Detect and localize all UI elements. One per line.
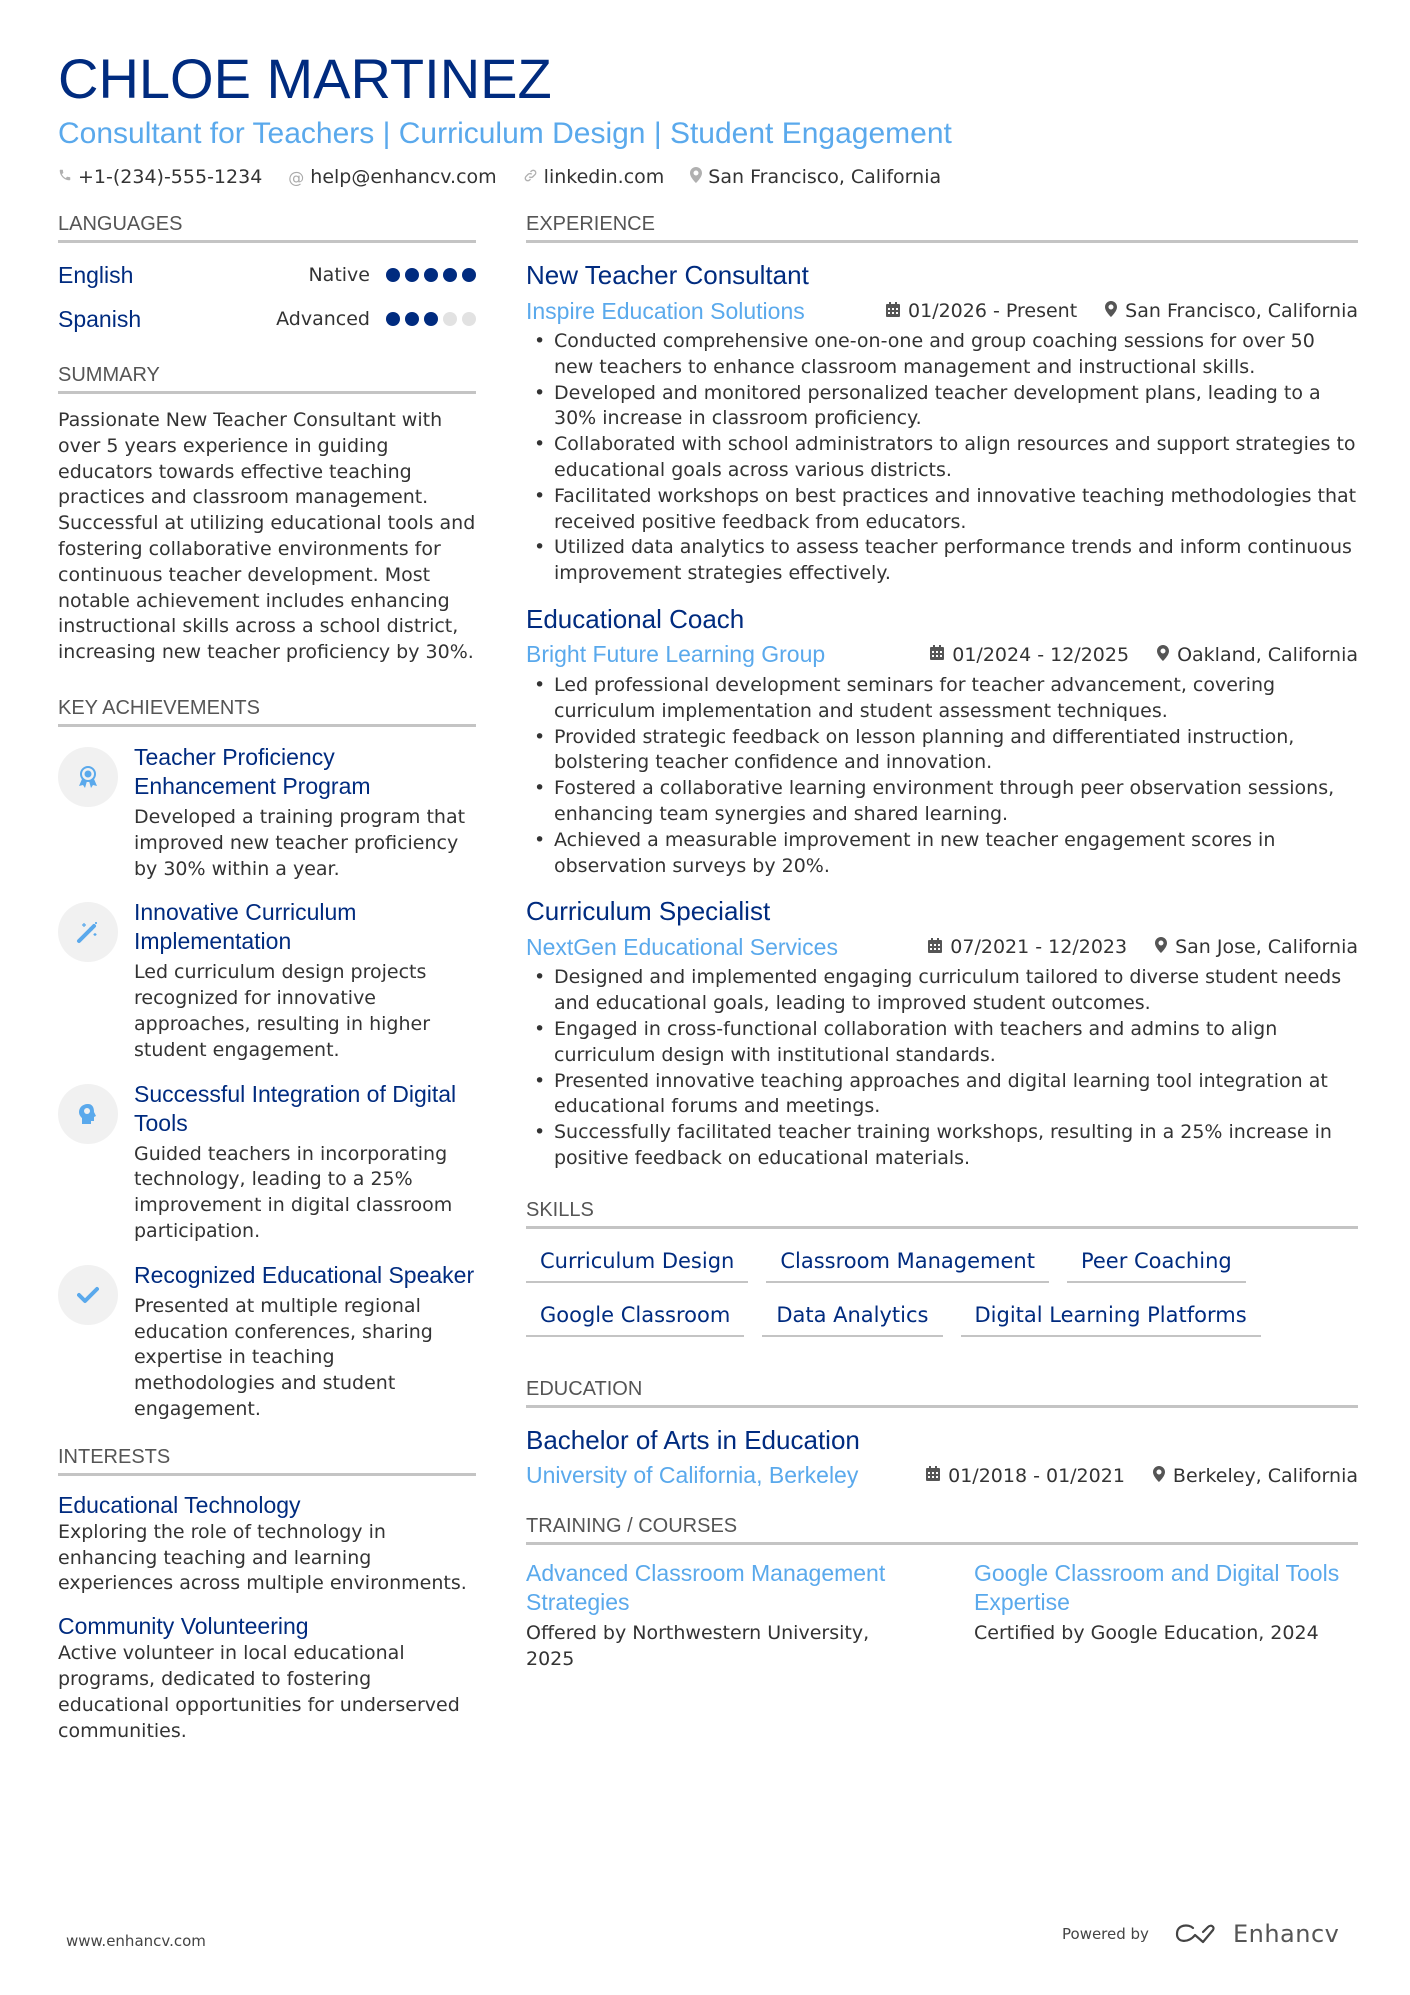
bullet-item: • Provided strategic feedback on lesson planning and differentiated instruction, bolstering teacher confidence and innovation. [526,725,1358,777]
location-pin-icon [1153,1466,1165,1486]
dot-empty [462,312,476,326]
summary-text: Passionate New Teacher Consultant with over 5 years experience in guiding educators towards effective teaching practices and classroom management. Successful at utilizing educational tools and fostering collaborative environments for continuous teacher development. Most notable achievement includes enhancing instructional skills across a school district, increasing new teacher proficiency by 30%. [58,409,476,664]
skill-tag: Classroom Management [766,1243,1049,1283]
bullet-item: • Utilized data analytics to assess teacher performance trends and inform continuous improvement strategies effectively. [526,535,1358,587]
calendar-icon [930,645,944,664]
location-pin-icon [690,167,702,187]
dot-filled [424,312,438,326]
interest-title: Community Volunteering [58,1613,309,1640]
dot-filled [443,268,457,282]
company-name: Bright Future Learning Group [526,641,826,668]
course-item [526,1559,910,1673]
location-pin-icon [1155,937,1167,957]
bullet-item: • Collaborated with school administrators to align resources and support strategies to educational goals across various districts. [526,432,1358,484]
job-dates [930,644,1129,666]
skill-tag: Data Analytics [762,1297,942,1337]
course-desc: Certified by Google Education, 2024 [974,1621,1319,1644]
footer-branding [1062,1920,1339,1948]
skills-section [526,1198,1358,1337]
candidate-title: Consultant for Teachers | Curriculum Design | Student Engagement [58,117,952,150]
bullet-item: • Designed and implemented engaging curriculum tailored to diverse student needs and educational goals, leading to improved student outcomes. [526,965,1358,1017]
phone-text: +1-(234)-555-1234 [78,166,263,188]
achievement-item [58,1261,476,1423]
dates-text: 07/2021 - 12/2023 [950,936,1128,959]
interest-title: Educational Technology [58,1491,301,1518]
bullet-item: • Facilitated workshops on best practices and innovative teaching methodologies that received positive feedback from educators. [526,484,1358,536]
interest-desc: Exploring the role of technology in enhancing teaching and learning experiences across multiple environments. [58,1520,467,1595]
job-location [1105,300,1358,322]
course-title: Google Classroom and Digital Tools Expertise [974,1559,1340,1615]
bullet-item: • Engaged in cross-functional collaboration with teachers and admins to align curriculum design with institutional standards. [526,1017,1358,1069]
school-name: University of California, Berkeley [526,1462,859,1489]
achievement-desc: Led curriculum design projects recognized for innovative approaches, resulting in higher student engagement. [134,961,431,1061]
training-heading: TRAINING / COURSES [526,1514,1358,1545]
training-section [526,1514,1358,1673]
experience-section [526,212,1358,1172]
skill-tag: Digital Learning Platforms [961,1297,1261,1337]
language-item [58,297,476,341]
achievement-desc: Presented at multiple regional education conferences, sharing expertise in teaching methodologies and student engagement. [134,1294,433,1420]
calendar-icon [886,302,900,321]
contact-linkedin[interactable] [523,166,665,188]
job-bullets [526,329,1358,587]
job-meta [526,293,1358,329]
course-item [974,1559,1358,1673]
resume-header [58,44,1358,188]
job-title: New Teacher Consultant [526,260,809,290]
courses-list [526,1559,1358,1673]
at-icon: @ [288,167,305,187]
job-meta [526,929,1358,965]
achievement-title: Recognized Educational Speaker [134,1261,475,1288]
job-dates [928,936,1127,958]
bullet-item: • Conducted comprehensive one-on-one and group coaching sessions for over 50 new teachers to enhance classroom management and instructional skills. [526,329,1358,381]
dates-text: 01/2018 - 01/2021 [948,1464,1125,1487]
location-pin-icon [1105,301,1117,321]
interest-desc: Active volunteer in local educational programs, dedicated to fostering educational opportunities for underserved communities. [58,1642,460,1742]
education-dates [926,1465,1125,1487]
location-text: San Francisco, California [708,166,942,188]
achievement-desc: Guided teachers in incorporating technology, leading to a 25% improvement in digital classroom participation. [134,1142,453,1242]
checkmark-icon [58,1265,118,1325]
achievement-desc: Developed a training program that improved new teacher proficiency by 30% within a year. [134,805,466,880]
left-column [58,212,476,1744]
language-level: Native [308,264,370,286]
contact-phone[interactable] [58,166,262,188]
linkedin-text: linkedin.com [543,166,665,188]
dot-filled [386,268,400,282]
candidate-name: CHLOE MARTINEZ [58,47,552,110]
job-location [1157,644,1358,666]
award-medal-icon [58,747,118,807]
degree-title: Bachelor of Arts in Education [526,1424,860,1455]
footer-website[interactable]: www.enhancv.com [66,1932,206,1950]
contact-location [690,166,941,188]
dot-empty [443,312,457,326]
proficiency-dots [386,268,476,282]
bullet-item: • Presented innovative teaching approaches and digital learning tool integration at educational forums and meetings. [526,1069,1358,1121]
contact-bar [58,166,1358,188]
enhancv-logo[interactable] [1173,1920,1339,1948]
languages-section [58,212,476,341]
achievements-heading: KEY ACHIEVEMENTS [58,696,476,727]
achievement-item [58,743,476,882]
job-entry [526,601,1358,879]
interests-section [58,1445,476,1745]
education-section [526,1377,1358,1494]
job-bullets [526,965,1358,1171]
location-text: Berkeley, California [1172,1464,1358,1487]
job-dates [886,300,1077,322]
language-item [58,253,476,297]
dates-text: 01/2024 - 12/2025 [952,643,1130,666]
education-location [1153,1465,1358,1487]
powered-by-label: Powered by [1062,1925,1149,1943]
summary-section [58,363,476,666]
job-bullets [526,673,1358,879]
languages-heading: LANGUAGES [58,212,476,243]
achievements-section [58,696,476,1423]
skills-heading: SKILLS [526,1198,1358,1229]
education-heading: EDUCATION [526,1377,1358,1408]
job-entry [526,257,1358,587]
achievement-item [58,1080,476,1245]
location-text: San Francisco, California [1125,300,1358,322]
calendar-icon [928,938,942,957]
location-text: Oakland, California [1177,643,1358,666]
language-name: Spanish [58,305,142,332]
dot-filled [405,268,419,282]
calendar-icon [926,1466,940,1485]
phone-icon [58,167,72,187]
skill-tag: Peer Coaching [1067,1243,1246,1283]
language-name: English [58,261,134,288]
right-column [526,212,1358,1672]
achievement-title: Innovative Curriculum Implementation [134,899,357,955]
skill-tag: Curriculum Design [526,1243,748,1283]
education-meta [526,1458,1358,1494]
dot-filled [462,268,476,282]
head-idea-icon [58,1084,118,1144]
dot-filled [386,312,400,326]
bullet-item: • Successfully facilitated teacher training workshops, resulting in a 25% increase in positive feedback on educational materials. [526,1120,1358,1172]
location-pin-icon [1157,645,1169,665]
bullet-item: • Achieved a measurable improvement in new teacher engagement scores in observation surveys by 20%. [526,828,1358,880]
brand-name: Enhancv [1232,1920,1340,1948]
magic-wand-icon [58,902,118,962]
link-icon [523,168,538,187]
location-text: San Jose, California [1175,936,1358,959]
enhancv-logo-icon [1173,1922,1223,1946]
job-location [1155,936,1358,958]
proficiency-dots [386,312,476,326]
bullet-item: • Developed and monitored personalized teacher development plans, leading to a 30% increase in classroom proficiency. [526,381,1358,433]
achievement-item [58,898,476,1063]
job-entry [526,893,1358,1171]
contact-email[interactable] [288,166,496,188]
company-name: NextGen Educational Services [526,933,838,960]
dot-filled [424,268,438,282]
bullet-item: • Fostered a collaborative learning environment through peer observation sessions, enhancing team synergies and shared learning. [526,776,1358,828]
interests-heading: INTERESTS [58,1445,476,1476]
job-title: Educational Coach [526,603,745,634]
course-desc: Offered by Northwestern University, 2025 [526,1621,870,1670]
email-text: help@enhancv.com [310,166,497,188]
language-level: Advanced [276,308,370,330]
skill-tag: Google Classroom [526,1297,744,1337]
company-name: Inspire Education Solutions [526,297,805,324]
course-title: Advanced Classroom Management Strategies [526,1559,886,1615]
summary-heading: SUMMARY [58,363,476,394]
dates-text: 01/2026 - Present [908,300,1078,322]
skills-list [526,1243,1358,1337]
experience-heading: EXPERIENCE [526,212,1358,243]
job-title: Curriculum Specialist [526,896,771,927]
achievement-title: Successful Integration of Digital Tools [134,1080,457,1136]
job-meta [526,637,1358,673]
dot-filled [405,312,419,326]
achievement-title: Teacher Proficiency Enhancement Program [134,743,371,799]
bullet-item: • Led professional development seminars for teacher advancement, covering curriculum implementation and student assessment techniques. [526,673,1358,725]
